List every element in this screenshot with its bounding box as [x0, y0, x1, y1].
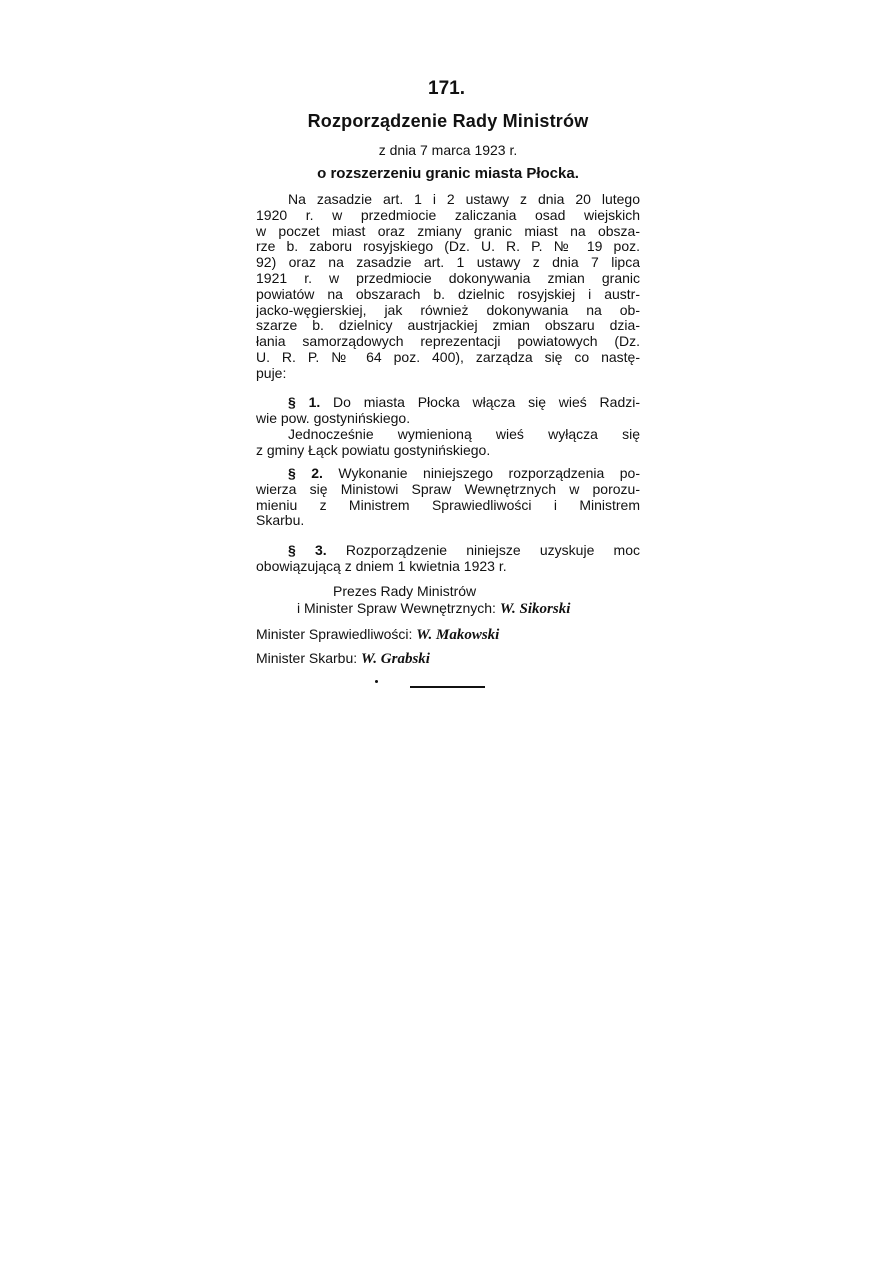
text-line: powiatów na obszarach b. dzielnic rosyjskiej i austr-	[256, 286, 640, 302]
text-line: § 1. Do miasta Płocka włącza się wieś Radzi-	[288, 395, 640, 410]
preamble-paragraph	[256, 192, 640, 382]
text-line: jacko-węgierskiej, jak również dokonywania na ob-	[256, 302, 640, 318]
section-1-continuation	[256, 427, 640, 459]
text-line: szarze b. dzielnicy austrjackiej zmian obszaru dzia-	[256, 318, 640, 334]
section-3	[256, 543, 640, 575]
text-line: § 2. Wykonanie niniejszego rozporządzenia po-	[288, 466, 640, 481]
section-mark: § 3.	[288, 543, 346, 558]
text-line: § 3. Rozporządzenie niniejsze uzyskuje moc	[288, 543, 640, 558]
text-line: rze b. zaboru rosyjskiego (Dz. U. R. P. № 19 poz.	[256, 239, 640, 255]
text-line: puje:	[256, 364, 287, 381]
signature-name: W. Grabski	[361, 651, 430, 667]
signature-justice-minister	[256, 626, 499, 644]
text-line: w poczet miast oraz zmiany granic miast na obsza-	[256, 223, 640, 239]
signature-prime-minister-title: Prezes Rady Ministrów	[333, 583, 477, 599]
signature-role: Minister Skarbu:	[256, 650, 358, 666]
section-mark: § 1.	[288, 395, 334, 410]
section-mark: § 2.	[288, 466, 339, 481]
text-line: mieniu z Ministrem Sprawiedliwości i Ministrem	[256, 497, 640, 513]
text-line: wierza się Ministowi Spraw Wewnętrznych w porozu-	[256, 481, 640, 497]
signature-name: W. Sikorski	[499, 601, 571, 617]
separator-rule	[410, 686, 485, 688]
text-line: łania samorządowych reprezentacji powiatowych (Dz.	[256, 334, 640, 350]
section-2	[256, 466, 640, 529]
document-date: z dnia 7 marca 1923 r.	[378, 142, 518, 158]
text-line: Jednocześnie wymienioną wieś wyłącza się	[288, 427, 640, 442]
text-line: 92) oraz na zasadzie art. 1 ustawy z dnia 7 lipca	[256, 255, 640, 271]
text-line: wie pow. gostynińskiego.	[256, 409, 411, 426]
signature-name: W. Makowski	[416, 627, 500, 643]
section-1	[256, 395, 640, 427]
document-subtitle: o rozszerzeniu granic miasta Płocka.	[317, 165, 579, 182]
act-number: 171.	[428, 78, 465, 99]
text-line: Skarbu.	[256, 512, 305, 529]
signature-prime-minister	[297, 600, 570, 618]
signature-treasury-minister	[256, 650, 430, 668]
text-line: 1920 r. w przedmiocie zaliczania osad wiejskich	[256, 207, 640, 223]
signature-role: i Minister Spraw Wewnętrznych:	[297, 600, 496, 616]
text-line: U. R. P. № 64 poz. 400), zarządza się co nastę-	[256, 349, 640, 365]
text-line: Na zasadzie art. 1 i 2 ustawy z dnia 20 lutego	[288, 192, 640, 207]
ink-dot	[375, 680, 378, 683]
text-line: 1921 r. w przedmiocie dokonywania zmian granic	[256, 270, 640, 286]
signature-role: Minister Sprawiedliwości:	[256, 626, 413, 642]
text-line: obowiązującą z dniem 1 kwietnia 1923 r.	[256, 557, 507, 574]
document-title: Rozporządzenie Rady Ministrów	[307, 111, 589, 131]
text-line: z gminy Łąck powiatu gostynińskiego.	[256, 441, 491, 458]
